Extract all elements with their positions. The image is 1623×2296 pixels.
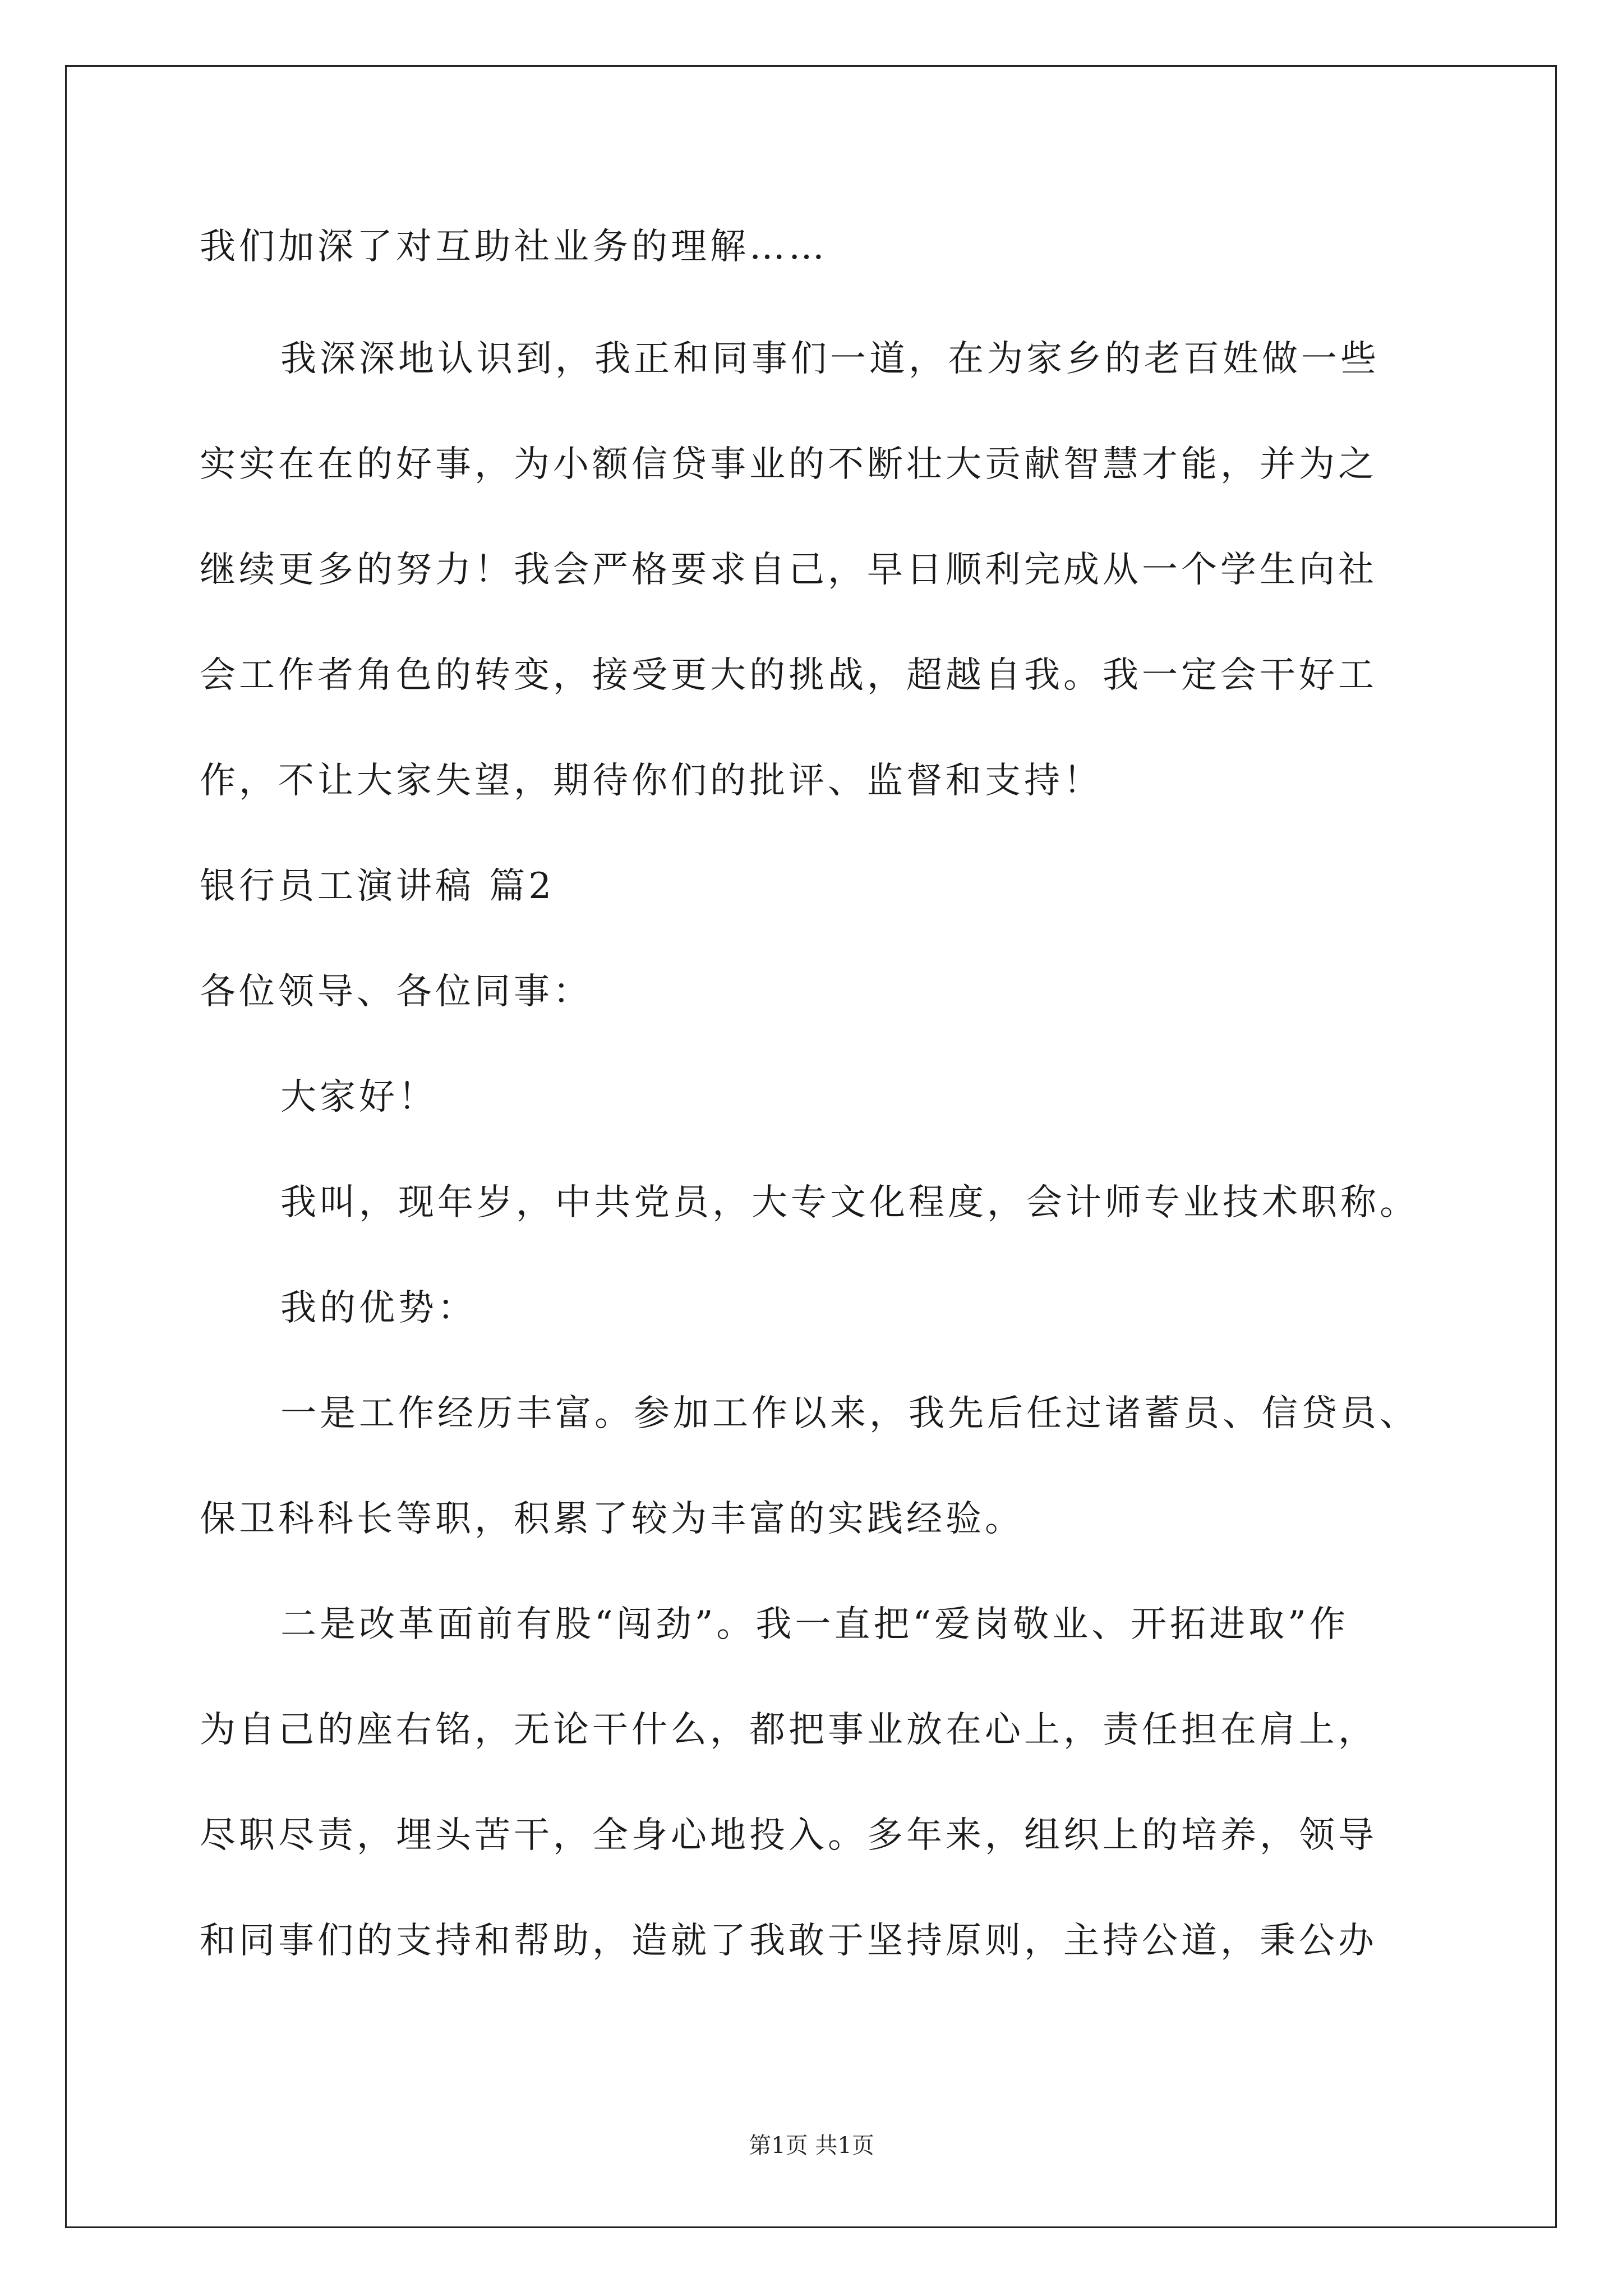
page-border: [65, 65, 1557, 2228]
page-footer: 第1页 共1页: [749, 2133, 874, 2159]
paragraph-line: 我叫，现年岁，中共党员，大专文化程度，会计师专业技术职称。: [280, 1182, 1419, 1223]
paragraph-line: 我深深地认识到，我正和同事们一道，在为家乡的老百姓做一些: [280, 338, 1380, 380]
text-line: 实实在在的好事，为小额信贷事业的不断壮大贡献智慧才能，并为之: [200, 444, 1377, 485]
text-line: 尽职尽责，埋头苦干，全身心地投入。多年来，组织上的培养，领导: [200, 1815, 1377, 1856]
text-line: 作，不让大家失望，期待你们的批评、监督和支持！: [200, 760, 1103, 802]
salutation: 各位领导、各位同事：: [200, 971, 592, 1013]
text-line: 会工作者角色的转变，接受更大的挑战，超越自我。我一定会干好工: [200, 655, 1377, 696]
paragraph-line: 一是工作经历丰富。参加工作以来，我先后任过诸蓄员、信贷员、: [280, 1393, 1419, 1434]
paragraph-line: 我的优势：: [280, 1287, 477, 1329]
text-line: 继续更多的努力！我会严格要求自己，早日顺利完成从一个学生向社: [200, 549, 1377, 591]
section-heading: 银行员工演讲稿 篇2: [200, 866, 555, 907]
paragraph-line: 二是改革面前有股“闯劲”。我一直把“爱岗敬业、开拓进取”作: [280, 1604, 1349, 1645]
text-line: 我们加深了对互助社业务的理解……: [200, 226, 828, 268]
text-line: 和同事们的支持和帮助，造就了我敢于坚持原则，主持公道，秉公办: [200, 1920, 1377, 1962]
text-line: 保卫科科长等职，积累了较为丰富的实践经验。: [200, 1498, 1024, 1540]
greeting: 大家好！: [280, 1076, 437, 1118]
text-line: 为自己的座右铭，无论干什么，都把事业放在心上，责任担在肩上，: [200, 1709, 1377, 1751]
